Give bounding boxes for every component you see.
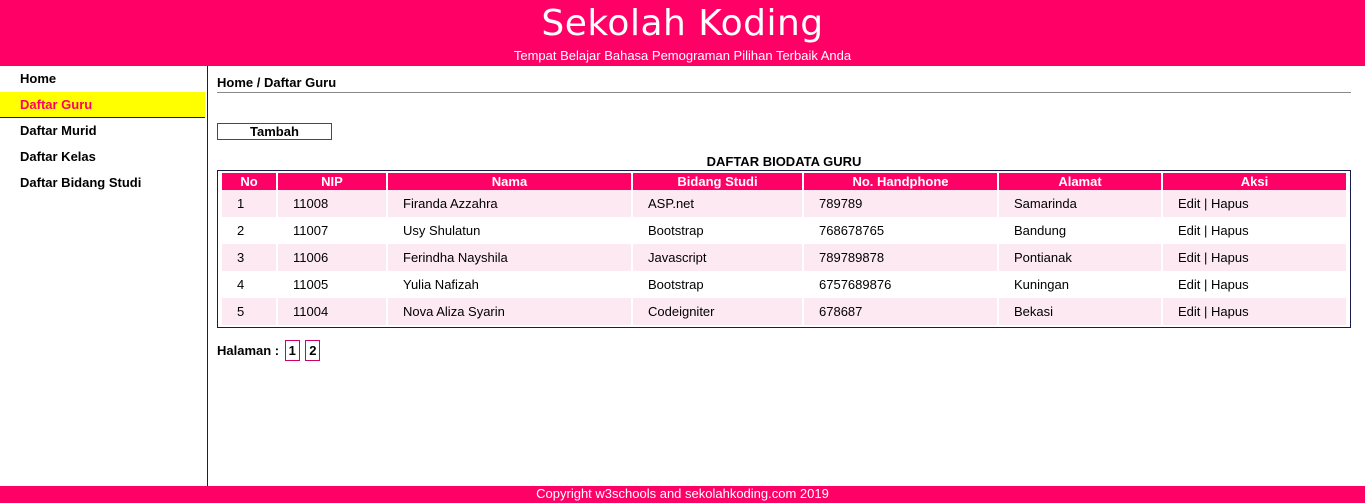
table-row bbox=[222, 298, 1346, 325]
col-header-bidang-studi: Bidang Studi bbox=[633, 173, 802, 190]
cell-alamat: Samarinda bbox=[999, 190, 1161, 217]
cell-alamat: Pontianak bbox=[999, 244, 1161, 271]
site-tagline: Tempat Belajar Bahasa Pemograman Pilihan Terbaik Anda bbox=[513, 48, 852, 63]
breadcrumb: Home / Daftar Guru bbox=[217, 75, 1351, 93]
cell-aksi bbox=[1163, 217, 1346, 244]
action-separator: | bbox=[1204, 223, 1208, 238]
cell-bidang: Bootstrap bbox=[633, 271, 802, 298]
cell-nip: 11006 bbox=[278, 244, 386, 271]
cell-nip: 11004 bbox=[278, 298, 386, 325]
delete-link[interactable]: Hapus bbox=[1211, 223, 1249, 238]
teacher-table bbox=[217, 170, 1351, 328]
cell-bidang: Javascript bbox=[633, 244, 802, 271]
site-footer: Copyright w3schools and sekolahkoding.com 2019 bbox=[0, 486, 1365, 503]
cell-handphone: 678687 bbox=[804, 298, 997, 325]
table-header-row bbox=[222, 173, 1346, 190]
cell-alamat: Kuningan bbox=[999, 271, 1161, 298]
cell-aksi bbox=[1163, 271, 1346, 298]
action-separator: | bbox=[1204, 304, 1208, 319]
cell-nama: Ferindha Nayshila bbox=[388, 244, 631, 271]
col-header-nip: NIP bbox=[278, 173, 386, 190]
cell-no: 1 bbox=[222, 190, 276, 217]
cell-nama: Nova Aliza Syarin bbox=[388, 298, 631, 325]
cell-handphone: 6757689876 bbox=[804, 271, 997, 298]
cell-bidang: Codeigniter bbox=[633, 298, 802, 325]
edit-link[interactable]: Edit bbox=[1178, 223, 1201, 238]
add-teacher-button[interactable]: Tambah bbox=[217, 123, 332, 140]
cell-no: 5 bbox=[222, 298, 276, 325]
cell-aksi bbox=[1163, 190, 1346, 217]
site-header bbox=[0, 0, 1365, 66]
edit-link[interactable]: Edit bbox=[1178, 250, 1201, 265]
site-title: Sekolah Koding bbox=[541, 3, 824, 44]
cell-nip: 11007 bbox=[278, 217, 386, 244]
table-row bbox=[222, 244, 1346, 271]
page-link-2[interactable]: 2 bbox=[305, 340, 320, 361]
edit-link[interactable]: Edit bbox=[1178, 304, 1201, 319]
action-separator: | bbox=[1204, 277, 1208, 292]
delete-link[interactable]: Hapus bbox=[1211, 250, 1249, 265]
cell-no: 2 bbox=[222, 217, 276, 244]
cell-alamat: Bekasi bbox=[999, 298, 1161, 325]
table-row bbox=[222, 217, 1346, 244]
cell-nama: Firanda Azzahra bbox=[388, 190, 631, 217]
cell-bidang: Bootstrap bbox=[633, 217, 802, 244]
cell-alamat: Bandung bbox=[999, 217, 1161, 244]
sidebar-item-daftar-bidang-studi[interactable]: Daftar Bidang Studi bbox=[20, 175, 142, 190]
col-header-nama: Nama bbox=[388, 173, 631, 190]
edit-link[interactable]: Edit bbox=[1178, 196, 1201, 211]
sidebar-item-daftar-guru[interactable]: Daftar Guru bbox=[0, 92, 205, 118]
pagination bbox=[217, 340, 320, 362]
action-separator: | bbox=[1204, 196, 1208, 211]
cell-handphone: 789789878 bbox=[804, 244, 997, 271]
sidebar bbox=[0, 66, 208, 486]
cell-nip: 11008 bbox=[278, 190, 386, 217]
action-separator: | bbox=[1204, 250, 1208, 265]
cell-aksi bbox=[1163, 244, 1346, 271]
cell-handphone: 789789 bbox=[804, 190, 997, 217]
cell-aksi bbox=[1163, 298, 1346, 325]
edit-link[interactable]: Edit bbox=[1178, 277, 1201, 292]
col-header-alamat: Alamat bbox=[999, 173, 1161, 190]
cell-nama: Usy Shulatun bbox=[388, 217, 631, 244]
cell-bidang: ASP.net bbox=[633, 190, 802, 217]
cell-nama: Yulia Nafizah bbox=[388, 271, 631, 298]
col-header-handphone: No. Handphone bbox=[804, 173, 997, 190]
sidebar-item-home[interactable]: Home bbox=[20, 71, 57, 86]
page-link-1[interactable]: 1 bbox=[285, 340, 300, 361]
delete-link[interactable]: Hapus bbox=[1211, 277, 1249, 292]
delete-link[interactable]: Hapus bbox=[1211, 196, 1249, 211]
col-header-no: No bbox=[222, 173, 276, 190]
cell-no: 4 bbox=[222, 271, 276, 298]
pagination-label: Halaman : bbox=[217, 342, 280, 358]
cell-no: 3 bbox=[222, 244, 276, 271]
delete-link[interactable]: Hapus bbox=[1211, 304, 1249, 319]
table-title: DAFTAR BIODATA GURU bbox=[706, 154, 862, 169]
cell-nip: 11005 bbox=[278, 271, 386, 298]
sidebar-item-daftar-murid[interactable]: Daftar Murid bbox=[20, 123, 97, 138]
cell-handphone: 768678765 bbox=[804, 217, 997, 244]
sidebar-item-daftar-kelas[interactable]: Daftar Kelas bbox=[20, 149, 96, 164]
table-row bbox=[222, 271, 1346, 298]
col-header-aksi: Aksi bbox=[1163, 173, 1346, 190]
table-row bbox=[222, 190, 1346, 217]
